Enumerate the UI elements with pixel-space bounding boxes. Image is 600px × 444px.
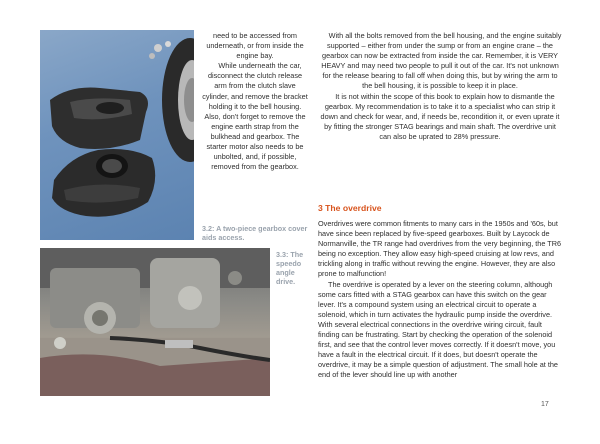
page-number: 17 xyxy=(541,401,549,408)
column-1-paragraph-1: need to be accessed from underneath, or from inside the engine bay. xyxy=(206,31,304,61)
column-2-paragraph-2: It is not within the scope of this book to explain how to dismantle the gearbox. My recommendation is to take it to a specialist who can strip it down and check for wear, and, if needs be, recondition it, or even uprate it by fitting the stronger STAG bearings and main shaft. The overdrive unit can also be uprated to 28% pressure. xyxy=(320,91,560,141)
column-2-text xyxy=(318,31,562,142)
speedo-angle-drive-photo xyxy=(40,248,270,396)
figure-caption-3-2: 3.2: A two-piece gearbox cover aids access. xyxy=(202,224,308,242)
section-heading-overdrive: 3 The overdrive xyxy=(318,203,382,213)
column-1-text xyxy=(202,31,308,172)
figure-caption-3-3: 3.3: The speedo angle drive. xyxy=(276,250,304,286)
column-1-paragraph-2: While underneath the car, disconnect the clutch release arm from the clutch slave cylinder, and remove the bracket holding it to the bell housing. Also, don't forget to remove the engine earth strap from the bulkhead and gearbox. The starter motor also needs to be unbolted, and, if possible, removed from the gearbox. xyxy=(202,61,308,172)
overdrive-paragraph-2: The overdrive is operated by a lever on the steering column, although some cars fitted with a STAG gearbox can have this switch on the gear lever. It's a compound system using an electrical circuit to operate a solenoid, which in turn activates the hydraulic pump inside the overdrive. With several electrical connections in the overdrive wiring circuit, fault finding can be frustrating. Start by checking the operation of the solenoid first, and see that the control lever moves correctly. If it doesn't move, you have a fault in the electrical circuit. If it does, but doesn't operate the overdrive, it may be a simple question of adjustment. The small hole at the end of the lever should line up with another xyxy=(318,279,558,380)
engine-bay-illustration xyxy=(40,248,270,396)
column-2-paragraph-1: With all the bolts removed from the bell housing, and the engine suitably supported – either from under the sump or from an engine crane – the gearbox can now be extracted from inside the car. Remember, it is VERY HEAVY and may need two people to pull it out of the car. It's not unknown for the release bearing to fall off when doing this, but by wiring the arm to the bell housing, it is possible to keep it in place. xyxy=(321,31,562,91)
gearbox-cover-photo xyxy=(40,30,194,240)
gearbox-cover-illustration xyxy=(40,30,194,240)
overdrive-paragraph-1: Overdrives were common fitments to many cars in the 1950s and '60s, but have since been replaced by five-speed gearboxes. Built by Laycock de Normanville, the TR range had overdrives from the very beginning, the TR6 being no exception. They allow easy high-speed cruising at low revs, and trickling along in traffic without revving the engine. However, they are also prone to malfunction! xyxy=(318,219,562,279)
overdrive-section-text xyxy=(318,219,562,381)
